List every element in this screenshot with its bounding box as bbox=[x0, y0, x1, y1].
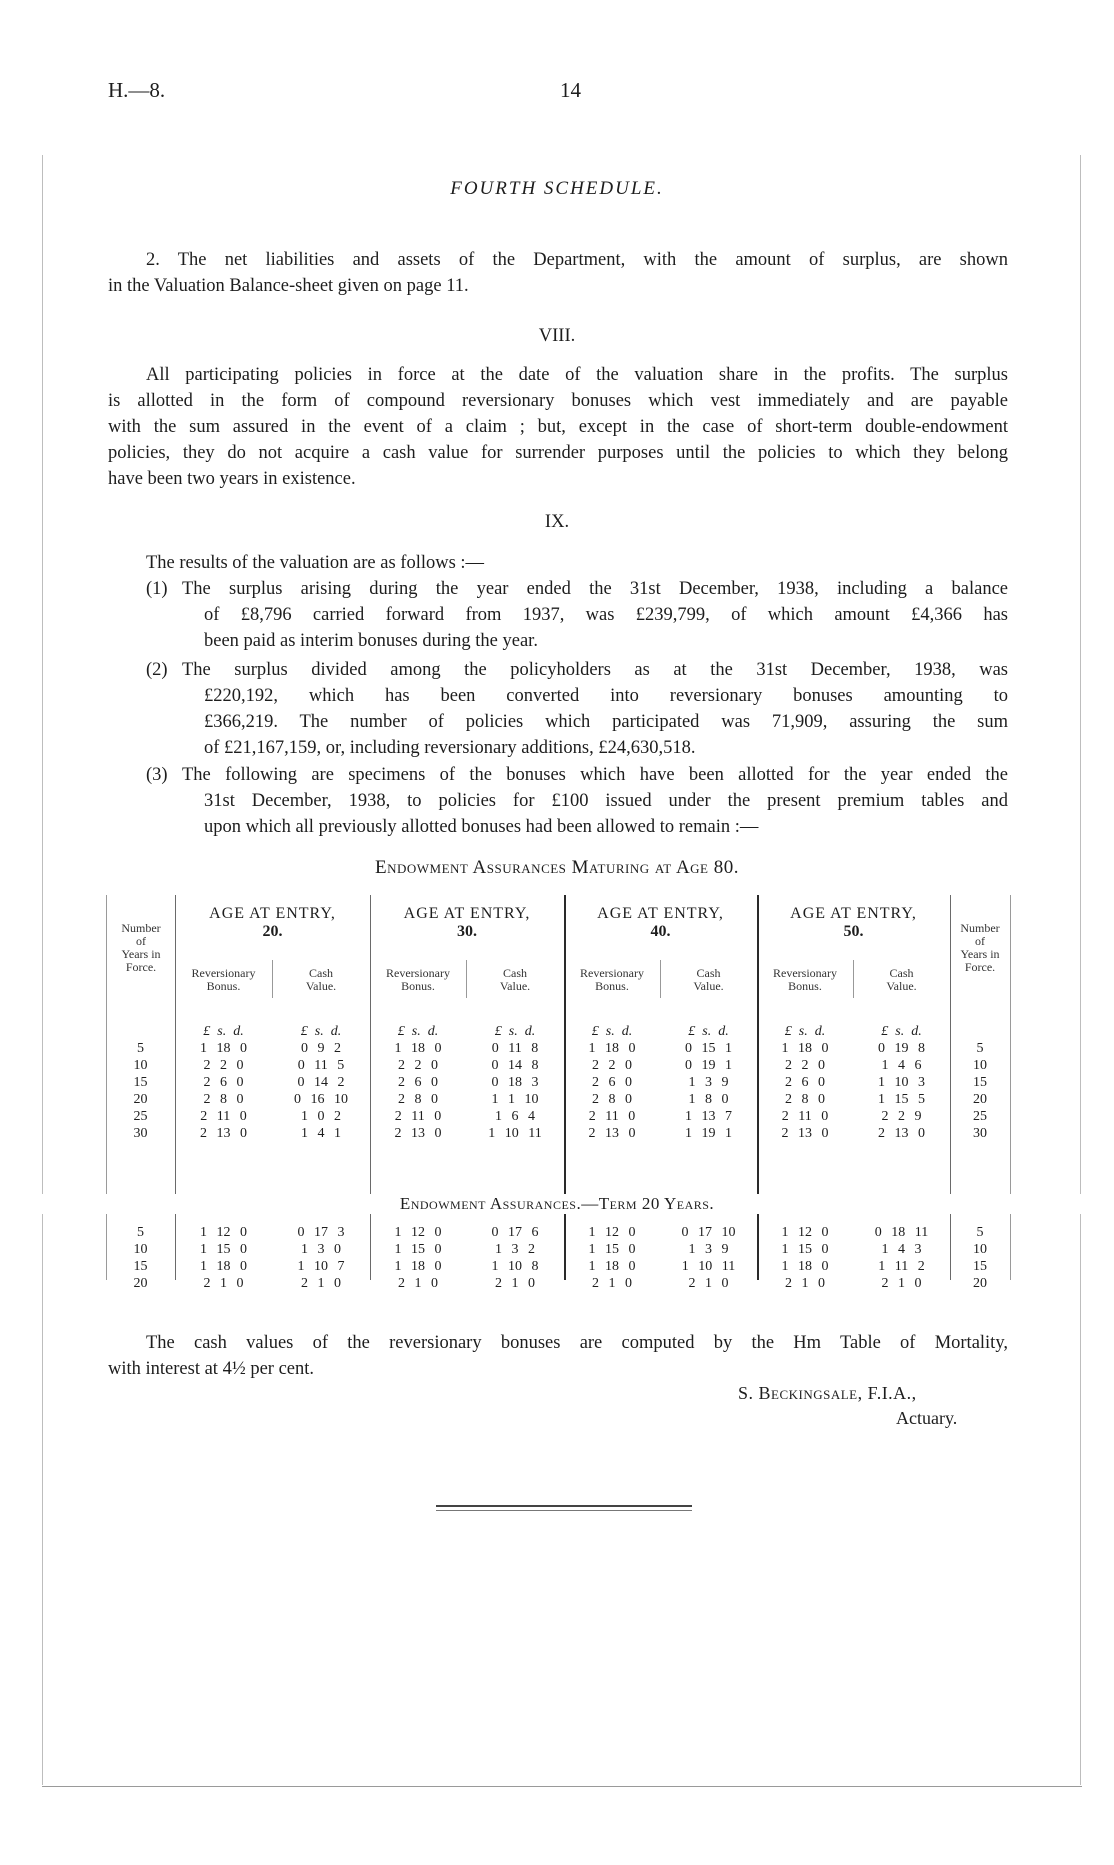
cash-value-cell: 1 4 1 bbox=[301, 1125, 341, 1141]
cash-value-cell: 1 10 7 bbox=[297, 1258, 345, 1274]
currency-label: £ s. d. bbox=[397, 1024, 439, 1039]
subheader-reversionary-bonus: Reversionary Bonus. bbox=[773, 966, 837, 993]
reversionary-bonus-cell: 2 2 0 bbox=[203, 1057, 244, 1073]
page-number: 14 bbox=[560, 78, 581, 102]
maturing-at-age-80-table bbox=[106, 1024, 1010, 1142]
table-row bbox=[106, 1258, 1010, 1275]
subheader-reversionary-bonus: Reversionary Bonus. bbox=[191, 966, 256, 993]
subheader-cash-value: Cash Value. bbox=[305, 966, 337, 993]
result-item-line: The surplus arising during the year ended the 31st December, 1938, including a balance bbox=[182, 579, 1008, 599]
end-rule bbox=[436, 1505, 692, 1507]
cash-value-cell: 1 6 4 bbox=[495, 1108, 535, 1124]
section-8-heading: VIII. bbox=[538, 326, 576, 346]
cash-value-cell: 0 18 11 bbox=[874, 1224, 929, 1240]
table-row bbox=[106, 1125, 1010, 1142]
cash-value-cell: 1 3 9 bbox=[688, 1074, 729, 1090]
years-in-force-cell: 5 bbox=[976, 1224, 984, 1240]
cash-value-cell: 1 8 0 bbox=[688, 1091, 729, 1107]
cash-value-cell: 2 2 9 bbox=[881, 1108, 922, 1124]
cash-value-cell: 0 17 10 bbox=[681, 1224, 736, 1240]
cash-value-cell: 1 10 11 bbox=[681, 1258, 736, 1274]
closing-line-2: with interest at 4½ per cent. bbox=[108, 1359, 315, 1379]
bottom-scan-margin bbox=[42, 1786, 1082, 1787]
reversionary-bonus-cell: 2 8 0 bbox=[592, 1091, 632, 1107]
table-row bbox=[106, 1224, 1010, 1241]
cash-value-cell: 0 11 5 bbox=[297, 1057, 345, 1073]
age-group-header-30: AGE AT ENTRY, 30. bbox=[403, 905, 531, 940]
currency-row bbox=[106, 1024, 1010, 1040]
result-item-line: The surplus divided among the policyholders as at the 31st December, 1938, was bbox=[182, 660, 1008, 680]
reversionary-bonus-cell: 2 2 0 bbox=[785, 1057, 825, 1073]
table-row bbox=[106, 1091, 1010, 1108]
closing-line-1: The cash values of the reversionary bonuses are computed by the Hm Table of Mortality, bbox=[146, 1333, 1008, 1353]
table-title: Endowment Assurances Maturing at Age 80. bbox=[374, 857, 740, 878]
currency-label: £ s. d. bbox=[784, 1024, 826, 1039]
reversionary-bonus-cell: 2 8 0 bbox=[398, 1091, 438, 1107]
result-item-number: (2) bbox=[146, 660, 168, 680]
currency-label: £ s. d. bbox=[881, 1024, 922, 1039]
term-20-years-title: Endowment Assurances.—Term 20 Years. bbox=[0, 1194, 1114, 1214]
schedule-title: FOURTH SCHEDULE. bbox=[450, 178, 664, 199]
result-item-number: (3) bbox=[146, 765, 168, 785]
reversionary-bonus-cell: 2 13 0 bbox=[588, 1125, 636, 1141]
reversionary-bonus-cell: 1 12 0 bbox=[588, 1224, 636, 1240]
result-item-line: of £21,167,159, or, including reversionary additions, £24,630,518. bbox=[204, 738, 696, 758]
reversionary-bonus-cell: 1 18 0 bbox=[781, 1040, 829, 1056]
reversionary-bonus-cell: 2 1 0 bbox=[203, 1275, 244, 1291]
age-group-header-50: AGE AT ENTRY, 50. bbox=[790, 905, 917, 940]
cash-value-cell: 0 16 10 bbox=[294, 1091, 348, 1107]
years-in-force-header-right: Number of Years in Force. bbox=[960, 921, 1000, 974]
result-item-line: 31st December, 1938, to policies for £100 issued under the present premium tables and bbox=[204, 791, 1008, 811]
reversionary-bonus-cell: 2 2 0 bbox=[592, 1057, 632, 1073]
years-in-force-cell: 15 bbox=[133, 1258, 148, 1274]
years-in-force-cell: 20 bbox=[133, 1275, 148, 1291]
document-code: H.—8. bbox=[108, 78, 166, 102]
cash-value-cell: 1 13 7 bbox=[685, 1108, 732, 1124]
section-9-intro: The results of the valuation are as follows :— bbox=[146, 553, 485, 573]
reversionary-bonus-cell: 2 2 0 bbox=[398, 1057, 438, 1073]
years-in-force-cell: 20 bbox=[973, 1091, 987, 1107]
result-item-3 bbox=[146, 762, 1008, 840]
age-group-header-20: AGE AT ENTRY, 20. bbox=[209, 905, 336, 940]
reversionary-bonus-cell: 2 11 0 bbox=[588, 1108, 636, 1124]
cash-value-cell: 1 10 3 bbox=[878, 1074, 925, 1090]
signature-title: Actuary. bbox=[896, 1408, 958, 1428]
reversionary-bonus-cell: 1 18 0 bbox=[588, 1258, 636, 1274]
cash-value-cell: 1 0 2 bbox=[301, 1108, 341, 1124]
section-8-line: All participating policies in force at the date of the valuation share in the profits. The surplus bbox=[146, 365, 1008, 385]
reversionary-bonus-cell: 2 11 0 bbox=[781, 1108, 829, 1124]
reversionary-bonus-cell: 2 6 0 bbox=[592, 1074, 632, 1090]
paragraph-2 bbox=[108, 247, 1008, 299]
years-in-force-cell: 10 bbox=[973, 1241, 987, 1257]
cash-value-cell: 1 10 11 bbox=[488, 1125, 542, 1141]
subheader-cash-value: Cash Value. bbox=[886, 966, 917, 993]
years-in-force-cell: 20 bbox=[973, 1275, 987, 1291]
subheader-reversionary-bonus: Reversionary Bonus. bbox=[386, 966, 450, 993]
reversionary-bonus-cell: 2 1 0 bbox=[592, 1275, 632, 1291]
result-item-line: of £8,796 carried forward from 1937, was £239,799, of which amount £4,366 has bbox=[204, 605, 1008, 625]
years-in-force-cell: 10 bbox=[133, 1057, 148, 1073]
cash-value-cell: 1 19 1 bbox=[685, 1125, 732, 1141]
reversionary-bonus-cell: 1 15 0 bbox=[781, 1241, 829, 1257]
paragraph-2-line-2: in the Valuation Balance-sheet given on page 11. bbox=[108, 276, 469, 296]
reversionary-bonus-cell: 1 12 0 bbox=[394, 1224, 442, 1240]
cash-value-cell: 2 1 0 bbox=[688, 1275, 729, 1291]
cash-value-cell: 0 11 8 bbox=[491, 1040, 539, 1056]
reversionary-bonus-cell: 2 13 0 bbox=[781, 1125, 829, 1141]
result-item-line: £220,192, which has been converted into reversionary bonuses amounting to bbox=[204, 686, 1008, 706]
cash-value-cell: 1 3 2 bbox=[495, 1241, 535, 1257]
paragraph-2-line-1: 2. The net liabilities and assets of the Department, with the amount of surplus, are shown bbox=[146, 250, 1008, 270]
table-row bbox=[106, 1074, 1010, 1091]
reversionary-bonus-cell: 1 18 0 bbox=[200, 1040, 247, 1056]
years-in-force-cell: 25 bbox=[133, 1108, 148, 1124]
years-in-force-cell: 5 bbox=[137, 1224, 144, 1240]
reversionary-bonus-cell: 1 18 0 bbox=[394, 1040, 442, 1056]
cash-value-cell: 0 19 8 bbox=[878, 1040, 925, 1056]
years-in-force-cell: 5 bbox=[137, 1040, 144, 1056]
term-20-years-table bbox=[106, 1224, 1010, 1292]
years-in-force-cell: 15 bbox=[133, 1074, 148, 1090]
result-item-line: upon which all previously allotted bonuses had been allowed to remain :— bbox=[204, 817, 759, 837]
age-group-header-40: AGE AT ENTRY, 40. bbox=[597, 905, 724, 940]
currency-label: £ s. d. bbox=[688, 1024, 729, 1039]
reversionary-bonus-cell: 2 8 0 bbox=[203, 1091, 244, 1107]
reversionary-bonus-cell: 2 6 0 bbox=[203, 1074, 244, 1090]
cash-value-cell: 1 10 8 bbox=[491, 1258, 539, 1274]
cash-value-cell: 2 1 0 bbox=[495, 1275, 535, 1291]
reversionary-bonus-cell: 2 13 0 bbox=[394, 1125, 442, 1141]
years-in-force-cell: 10 bbox=[973, 1057, 987, 1073]
table-row bbox=[106, 1275, 1010, 1292]
cash-value-cell: 0 19 1 bbox=[685, 1057, 732, 1073]
years-in-force-cell: 25 bbox=[973, 1108, 987, 1124]
signature-name: S. Beckingsale, F.I.A., bbox=[738, 1383, 917, 1403]
reversionary-bonus-cell: 2 11 0 bbox=[394, 1108, 442, 1124]
section-8-line: have been two years in existence. bbox=[108, 469, 356, 489]
cash-value-cell: 0 18 3 bbox=[491, 1074, 539, 1090]
reversionary-bonus-cell: 2 6 0 bbox=[785, 1074, 825, 1090]
subheader-cash-value: Cash Value. bbox=[693, 966, 724, 993]
section-8-line: is allotted in the form of compound reversionary bonuses which vest immediately and are payable bbox=[108, 391, 1008, 411]
result-item-line: The following are specimens of the bonuses which have been allotted for the year ended the bbox=[182, 765, 1008, 785]
closing-paragraph bbox=[108, 1330, 1008, 1382]
reversionary-bonus-cell: 1 15 0 bbox=[200, 1241, 247, 1257]
left-scan-margin bbox=[42, 155, 43, 1785]
section-8-line: with the sum assured in the event of a claim ; but, except in the case of short-term double-endowment bbox=[108, 417, 1008, 437]
result-item-line: £366,219. The number of policies which participated was 71,909, assuring the sum bbox=[204, 712, 1008, 732]
table-row bbox=[106, 1057, 1010, 1074]
cash-value-cell: 0 9 2 bbox=[301, 1040, 341, 1056]
cash-value-cell: 0 15 1 bbox=[685, 1040, 732, 1056]
years-in-force-cell: 10 bbox=[133, 1241, 148, 1257]
cash-value-cell: 1 11 2 bbox=[878, 1258, 925, 1274]
currency-label: £ s. d. bbox=[591, 1024, 633, 1039]
table-row bbox=[106, 1108, 1010, 1125]
years-in-force-cell: 30 bbox=[973, 1125, 987, 1141]
reversionary-bonus-cell: 1 18 0 bbox=[588, 1040, 636, 1056]
table-row bbox=[106, 1241, 1010, 1258]
years-in-force-cell: 15 bbox=[973, 1074, 987, 1090]
reversionary-bonus-cell: 1 12 0 bbox=[781, 1224, 829, 1240]
years-in-force-cell: 20 bbox=[133, 1091, 148, 1107]
section-9-heading: IX. bbox=[544, 512, 570, 532]
cash-value-cell: 2 13 0 bbox=[878, 1125, 925, 1141]
reversionary-bonus-cell: 1 18 0 bbox=[781, 1258, 829, 1274]
subheader-reversionary-bonus: Reversionary Bonus. bbox=[580, 966, 644, 993]
reversionary-bonus-cell: 2 13 0 bbox=[200, 1125, 247, 1141]
currency-label: £ s. d. bbox=[300, 1024, 342, 1039]
reversionary-bonus-cell: 1 18 0 bbox=[394, 1258, 442, 1274]
section-8-paragraph bbox=[108, 362, 1008, 492]
cash-value-cell: 1 15 5 bbox=[878, 1091, 925, 1107]
cash-value-cell: 1 4 3 bbox=[881, 1241, 922, 1257]
reversionary-bonus-cell: 2 6 0 bbox=[398, 1074, 438, 1090]
years-in-force-cell: 15 bbox=[973, 1258, 987, 1274]
reversionary-bonus-cell: 1 12 0 bbox=[200, 1224, 247, 1240]
result-item-1 bbox=[146, 576, 1008, 654]
right-scan-margin bbox=[1080, 155, 1081, 1785]
cash-value-cell: 0 14 8 bbox=[491, 1057, 539, 1073]
cash-value-cell: 2 1 0 bbox=[881, 1275, 922, 1291]
years-in-force-cell: 30 bbox=[133, 1125, 148, 1141]
currency-label: £ s. d. bbox=[494, 1024, 536, 1039]
cash-value-cell: 1 4 6 bbox=[881, 1057, 922, 1073]
years-in-force-cell: 5 bbox=[976, 1040, 984, 1056]
years-in-force-header-left: Number of Years in Force. bbox=[121, 921, 161, 974]
reversionary-bonus-cell: 1 18 0 bbox=[200, 1258, 247, 1274]
reversionary-bonus-cell: 2 1 0 bbox=[398, 1275, 438, 1291]
result-item-2 bbox=[146, 657, 1008, 761]
cash-value-cell: 2 1 0 bbox=[301, 1275, 341, 1291]
table-divider bbox=[1010, 895, 1011, 1280]
cash-value-cell: 0 17 6 bbox=[491, 1224, 539, 1240]
result-item-number: (1) bbox=[146, 579, 168, 599]
currency-label: £ s. d. bbox=[203, 1024, 244, 1039]
cash-value-cell: 1 1 10 bbox=[491, 1091, 539, 1107]
cash-value-cell: 1 3 9 bbox=[688, 1241, 729, 1257]
end-rule bbox=[436, 1510, 692, 1511]
reversionary-bonus-cell: 1 15 0 bbox=[588, 1241, 636, 1257]
reversionary-bonus-cell: 2 1 0 bbox=[785, 1275, 825, 1291]
reversionary-bonus-cell: 1 15 0 bbox=[394, 1241, 442, 1257]
result-item-line: been paid as interim bonuses during the year. bbox=[204, 631, 538, 651]
reversionary-bonus-cell: 2 8 0 bbox=[785, 1091, 825, 1107]
table-row bbox=[106, 1040, 1010, 1057]
subheader-cash-value: Cash Value. bbox=[499, 966, 531, 993]
reversionary-bonus-cell: 2 11 0 bbox=[200, 1108, 247, 1124]
cash-value-cell: 1 3 0 bbox=[301, 1241, 341, 1257]
cash-value-cell: 0 14 2 bbox=[297, 1074, 345, 1090]
section-8-line: policies, they do not acquire a cash value for surrender purposes until the policies to which they belong bbox=[108, 443, 1008, 463]
cash-value-cell: 0 17 3 bbox=[297, 1224, 345, 1240]
